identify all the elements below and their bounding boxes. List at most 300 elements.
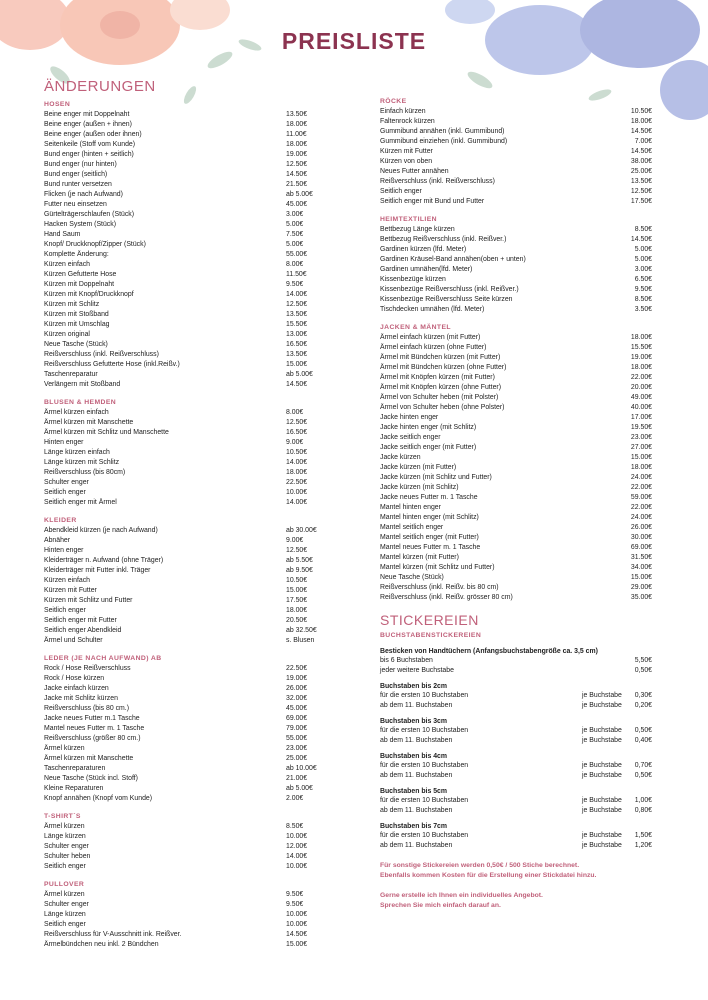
item-name: Länge kürzen xyxy=(44,833,86,840)
item-name: Länge kürzen xyxy=(44,911,86,918)
item-name: Neue Tasche (Stück) xyxy=(380,574,444,581)
stick-row xyxy=(380,701,652,711)
price-row xyxy=(380,177,652,187)
stick-row-price: 1,50€ xyxy=(634,832,652,839)
item-name: Kürzen mit Doppelnaht xyxy=(44,281,115,288)
item-price: 8.50€ xyxy=(634,226,652,233)
price-row xyxy=(44,734,334,744)
item-price: 17.50€ xyxy=(286,597,308,604)
item-price: 3.00€ xyxy=(634,266,652,273)
stick-row-unit: je Buchstabe xyxy=(582,842,622,849)
item-price: 18.00€ xyxy=(630,364,652,371)
price-row xyxy=(380,563,652,573)
price-row xyxy=(44,120,334,130)
item-price: 14.00€ xyxy=(286,499,308,506)
stick-row-label: ab dem 11. Buchstaben xyxy=(380,772,453,779)
stick-row xyxy=(380,666,652,676)
price-row xyxy=(44,170,334,180)
stick-row-unit: je Buchstabe xyxy=(582,702,622,709)
item-price: 12.50€ xyxy=(286,161,308,168)
price-row xyxy=(44,300,334,310)
item-name: Kürzen mit Schlitz und Futter xyxy=(44,597,133,604)
item-price: 3.00€ xyxy=(286,211,304,218)
price-row xyxy=(44,774,334,784)
item-price: 24.00€ xyxy=(630,514,652,521)
stick-row-label: ab dem 11. Buchstaben xyxy=(380,842,453,849)
item-name: Reißverschluss (inkl. Reißverschluss) xyxy=(44,351,159,358)
price-section xyxy=(44,813,334,872)
item-name: Kürzen mit Knopf/Druckknopf xyxy=(44,291,134,298)
note-line: Ebenfalls kommen Kosten für die Erstellung einer Stickdatei hinzu. xyxy=(380,872,597,879)
item-name: Ärmelbündchen neu inkl. 2 Bündchen xyxy=(44,941,159,948)
item-name: Kürzen mit Stoßband xyxy=(44,311,109,318)
price-row xyxy=(44,498,334,508)
item-name: Kürzen mit Futter xyxy=(380,148,433,155)
stick-note xyxy=(380,861,652,881)
aenderungen-sections xyxy=(44,101,334,950)
item-price: 12.00€ xyxy=(286,843,308,850)
item-price: 23.00€ xyxy=(630,434,652,441)
stick-row-unit: je Buchstabe xyxy=(582,772,622,779)
stick-row-unit: je Buchstabe xyxy=(582,807,622,814)
stick-row xyxy=(380,736,652,746)
item-price: 49.00€ xyxy=(630,394,652,401)
item-price: 10.50€ xyxy=(286,449,308,456)
item-name: Ärmel mit Bündchen kürzen (mit Futter) xyxy=(380,354,501,361)
price-row xyxy=(380,245,652,255)
price-row xyxy=(380,107,652,117)
price-row xyxy=(44,586,334,596)
stick-row-unit: je Buchstabe xyxy=(582,832,622,839)
item-price: 19.00€ xyxy=(286,675,308,682)
item-price: 19.00€ xyxy=(286,151,308,158)
item-name: Mantel kürzen (mit Futter) xyxy=(380,554,459,561)
price-row xyxy=(44,380,334,390)
price-row xyxy=(380,275,652,285)
item-price: 9.50€ xyxy=(286,281,304,288)
stick-row-unit: je Buchstabe xyxy=(582,727,622,734)
price-section xyxy=(44,399,334,508)
stick-row-label: jeder weitere Buchstabe xyxy=(380,667,454,674)
item-price: 40.00€ xyxy=(630,404,652,411)
price-row xyxy=(44,270,334,280)
item-price: 24.00€ xyxy=(630,474,652,481)
item-name: Kürzen einfach xyxy=(44,577,90,584)
price-row xyxy=(44,596,334,606)
item-name: Neues Futter annähen xyxy=(380,168,449,175)
item-price: 22.00€ xyxy=(630,484,652,491)
left-column xyxy=(44,78,334,959)
price-row xyxy=(44,240,334,250)
price-row xyxy=(380,157,652,167)
item-name: Reißverschluss (bis 80cm) xyxy=(44,469,126,476)
price-row xyxy=(44,744,334,754)
stick-row xyxy=(380,691,652,701)
price-row xyxy=(380,393,652,403)
item-name: Reißverschluss für V-Ausschnitt ink. Reißver. xyxy=(44,931,182,938)
price-row xyxy=(44,900,334,910)
item-name: Jacke seitlich enger xyxy=(380,434,441,441)
price-row xyxy=(380,453,652,463)
item-name: Mantel hinten enger (mit Schlitz) xyxy=(380,514,479,521)
item-name: Kissenbezüge Reißverschluss Seite kürzen xyxy=(380,296,513,303)
price-row xyxy=(44,852,334,862)
stick-row-label: für die ersten 10 Buchstaben xyxy=(380,797,469,804)
item-name: Faltenrock kürzen xyxy=(380,118,435,125)
stick-row-label: für die ersten 10 Buchstaben xyxy=(380,692,469,699)
item-price: ab 9.50€ xyxy=(286,567,313,574)
item-price: 22.50€ xyxy=(286,479,308,486)
price-row xyxy=(380,443,652,453)
item-name: Schulter enger xyxy=(44,901,89,908)
price-row xyxy=(44,842,334,852)
stick-block-title: Buchstaben bis 5cm xyxy=(380,788,448,795)
item-price: 35.00€ xyxy=(630,594,652,601)
item-price: 10.00€ xyxy=(286,489,308,496)
price-row xyxy=(44,110,334,120)
price-row xyxy=(380,353,652,363)
item-name: Knopf/ Druckknopf/Zipper (Stück) xyxy=(44,241,146,248)
item-name: Komplette Änderung: xyxy=(44,251,109,258)
price-row xyxy=(380,295,652,305)
item-name: Bund runter versetzen xyxy=(44,181,112,188)
item-name: Taschenreparatur xyxy=(44,371,98,378)
price-row xyxy=(380,423,652,433)
price-row xyxy=(44,370,334,380)
item-price: 15.00€ xyxy=(286,941,308,948)
price-row xyxy=(44,704,334,714)
note-line: Für sonstige Stickereien werden 0,50€ / 500 Stiche berechnet. xyxy=(380,862,580,869)
item-name: Tischdecken umnähen (lfd. Meter) xyxy=(380,306,485,313)
price-row xyxy=(380,187,652,197)
item-name: Reißverschluss (inkl. Reißverschluss) xyxy=(380,178,495,185)
item-name: Jacke kürzen (mit Futter) xyxy=(380,464,457,471)
item-name: Seitlich enger xyxy=(44,863,86,870)
item-price: 20.50€ xyxy=(286,617,308,624)
stickereien-heading: STICKEREIEN xyxy=(380,612,479,628)
item-name: Ärmel mit Knöpfen kürzen (mit Futter) xyxy=(380,374,495,381)
item-name: Ärmel kürzen einfach xyxy=(44,409,109,416)
stick-row xyxy=(380,771,652,781)
item-name: Ärmel kürzen xyxy=(44,745,85,752)
price-row xyxy=(380,117,652,127)
price-row xyxy=(44,180,334,190)
item-price: 16.50€ xyxy=(286,429,308,436)
item-price: 27.00€ xyxy=(630,444,652,451)
item-price: 13.50€ xyxy=(630,178,652,185)
price-row xyxy=(44,408,334,418)
item-name: Ärmel kürzen xyxy=(44,891,85,898)
item-name: Seitenkeile (Stoff vom Kunde) xyxy=(44,141,136,148)
item-name: Kürzen einfach xyxy=(44,261,90,268)
price-row xyxy=(44,626,334,636)
price-row xyxy=(380,137,652,147)
section-title: JACKEN & MÄNTEL xyxy=(380,324,451,331)
item-name: Jacke mit Schlitz kürzen xyxy=(44,695,118,702)
item-price: 13.50€ xyxy=(286,111,308,118)
item-price: 18.00€ xyxy=(286,121,308,128)
price-row xyxy=(44,140,334,150)
price-row xyxy=(44,556,334,566)
item-name: Mantel seitlich enger (mit Futter) xyxy=(380,534,479,541)
price-section xyxy=(44,101,334,390)
price-row xyxy=(44,150,334,160)
item-name: Seitlich enger mit Ärmel xyxy=(44,499,117,506)
item-price: 15.00€ xyxy=(630,574,652,581)
stick-block-title: Buchstaben bis 7cm xyxy=(380,823,448,830)
price-row xyxy=(44,832,334,842)
item-price: 10.50€ xyxy=(630,108,652,115)
item-name: Kürzen Gefutterte Hose xyxy=(44,271,117,278)
item-price: ab 32.50€ xyxy=(286,627,317,634)
price-row xyxy=(380,147,652,157)
item-name: Beine enger (außen oder ihnen) xyxy=(44,131,142,138)
item-name: Futter neu einsetzen xyxy=(44,201,107,208)
price-row xyxy=(380,255,652,265)
price-row xyxy=(44,606,334,616)
item-price: 14.50€ xyxy=(630,148,652,155)
stickereien-blocks xyxy=(380,648,652,851)
price-row xyxy=(44,310,334,320)
section-title: BLUSEN & HEMDEN xyxy=(44,399,117,406)
item-price: 8.00€ xyxy=(286,261,304,268)
item-price: 18.00€ xyxy=(286,141,308,148)
price-row xyxy=(380,333,652,343)
item-price: 45.00€ xyxy=(286,705,308,712)
item-name: Ärmel kürzen mit Manschette xyxy=(44,419,134,426)
stick-row-price: 0,50€ xyxy=(634,667,652,674)
item-price: 69.00€ xyxy=(630,544,652,551)
item-name: Jacke kürzen (mit Schlitz und Futter) xyxy=(380,474,492,481)
item-price: s. Blusen xyxy=(286,637,315,644)
stick-row-unit: je Buchstabe xyxy=(582,737,622,744)
right-sections xyxy=(380,98,652,603)
item-name: Gummibund einziehen (inkl. Gummibund) xyxy=(380,138,508,145)
item-name: Seitlich enger Abendkleid xyxy=(44,627,122,634)
item-price: 22.50€ xyxy=(286,665,308,672)
item-price: 25.00€ xyxy=(630,168,652,175)
item-price: 21.00€ xyxy=(286,775,308,782)
item-price: ab 30.00€ xyxy=(286,527,317,534)
price-row xyxy=(44,330,334,340)
item-price: 55.00€ xyxy=(286,251,308,258)
item-price: 12.50€ xyxy=(286,547,308,554)
price-row xyxy=(44,862,334,872)
price-row xyxy=(44,636,334,646)
item-name: Ärmel kürzen mit Schlitz und Manschette xyxy=(44,429,169,436)
stick-row-label: für die ersten 10 Buchstaben xyxy=(380,832,469,839)
item-name: Hacken System (Stück) xyxy=(44,221,116,228)
stick-row-price: 0,20€ xyxy=(634,702,652,709)
item-name: Bettbezug Länge kürzen xyxy=(380,226,455,233)
item-price: 15.50€ xyxy=(630,344,652,351)
item-name: Hinten enger xyxy=(44,439,84,446)
item-name: Kürzen mit Schlitz xyxy=(44,301,100,308)
price-row xyxy=(380,503,652,513)
price-row xyxy=(380,463,652,473)
item-name: Ärmel einfach kürzen (ohne Futter) xyxy=(380,344,487,351)
stick-row-price: 0,40€ xyxy=(634,737,652,744)
item-price: 8.50€ xyxy=(286,823,304,830)
item-price: 18.00€ xyxy=(286,607,308,614)
price-row xyxy=(380,513,652,523)
item-name: Knopf annähen (Knopf vom Kunde) xyxy=(44,795,153,802)
item-name: Reißverschluss (größer 80 cm.) xyxy=(44,735,141,742)
item-price: 13.00€ xyxy=(286,331,308,338)
item-price: 8.00€ xyxy=(286,409,304,416)
section-title: LEDER (JE NACH AUFWAND) AB xyxy=(44,655,162,662)
item-price: 5.00€ xyxy=(286,221,304,228)
item-price: ab 5.00€ xyxy=(286,785,313,792)
price-row xyxy=(380,593,652,603)
item-price: 14.50€ xyxy=(286,171,308,178)
stick-row-unit: je Buchstabe xyxy=(582,692,622,699)
item-name: Länge kürzen einfach xyxy=(44,449,110,456)
price-row xyxy=(44,566,334,576)
item-price: 38.00€ xyxy=(630,158,652,165)
price-row xyxy=(380,305,652,315)
item-price: 14.50€ xyxy=(630,236,652,243)
item-name: Jacke kürzen xyxy=(380,454,421,461)
price-row xyxy=(44,280,334,290)
price-row xyxy=(44,220,334,230)
price-row xyxy=(44,260,334,270)
item-price: 18.00€ xyxy=(630,334,652,341)
section-title: HOSEN xyxy=(44,101,71,108)
price-row xyxy=(44,694,334,704)
stick-note xyxy=(380,891,652,911)
item-name: Seitlich enger xyxy=(44,607,86,614)
item-name: Jacke seitlich enger (mit Futter) xyxy=(380,444,477,451)
stick-row-label: bis 6 Buchstaben xyxy=(380,657,433,664)
note-line: Sprechen Sie mich einfach darauf an. xyxy=(380,902,501,909)
item-price: 11.00€ xyxy=(286,131,307,138)
stick-row-unit xyxy=(582,666,624,676)
price-row xyxy=(44,320,334,330)
price-row xyxy=(44,210,334,220)
price-row xyxy=(44,458,334,468)
item-price: 10.00€ xyxy=(286,863,308,870)
item-name: Einfach kürzen xyxy=(380,108,426,115)
item-price: 10.00€ xyxy=(286,833,308,840)
price-row xyxy=(380,235,652,245)
item-price: 5.00€ xyxy=(634,256,652,263)
item-price: 69.00€ xyxy=(286,715,308,722)
price-row xyxy=(44,350,334,360)
item-name: Neue Tasche (Stück incl. Stoff) xyxy=(44,775,138,782)
price-row xyxy=(380,285,652,295)
item-price: 2.00€ xyxy=(286,795,304,802)
item-price: 16.50€ xyxy=(286,341,308,348)
item-price: 26.00€ xyxy=(286,685,308,692)
item-name: Ärmel kürzen mit Manschette xyxy=(44,755,134,762)
item-price: 29.00€ xyxy=(630,584,652,591)
aenderungen-heading: ÄNDERUNGEN xyxy=(44,78,156,95)
price-row xyxy=(44,448,334,458)
item-price: 14.00€ xyxy=(286,291,308,298)
price-row xyxy=(44,930,334,940)
price-section xyxy=(44,881,334,950)
item-price: 9.50€ xyxy=(286,901,304,908)
stick-block-title: Buchstaben bis 3cm xyxy=(380,718,448,725)
item-price: 45.00€ xyxy=(286,201,308,208)
item-name: Gardinen kürzen (lfd. Meter) xyxy=(380,246,467,253)
price-row xyxy=(380,483,652,493)
price-row xyxy=(380,493,652,503)
price-row xyxy=(380,167,652,177)
price-row xyxy=(44,360,334,370)
price-row xyxy=(44,478,334,488)
price-row xyxy=(380,363,652,373)
price-row xyxy=(380,583,652,593)
price-row xyxy=(380,413,652,423)
stick-row xyxy=(380,656,652,666)
price-row xyxy=(44,920,334,930)
item-price: ab 5.00€ xyxy=(286,191,313,198)
item-price: 11.50€ xyxy=(286,271,307,278)
item-price: 10.50€ xyxy=(286,577,308,584)
price-section xyxy=(380,98,652,207)
price-row xyxy=(380,127,652,137)
price-section xyxy=(380,324,652,603)
price-row xyxy=(380,473,652,483)
section-title: T-SHIRT´S xyxy=(44,813,81,820)
price-section xyxy=(44,517,334,646)
item-price: 22.00€ xyxy=(630,504,652,511)
page-title: PREISLISTE xyxy=(281,28,427,54)
price-row xyxy=(44,190,334,200)
item-name: Kürzen von oben xyxy=(380,158,433,165)
item-name: Mantel seitlich enger xyxy=(380,524,444,531)
stick-row-unit: je Buchstabe xyxy=(582,797,622,804)
item-price: 34.00€ xyxy=(630,564,652,571)
price-row xyxy=(380,573,652,583)
price-row xyxy=(44,822,334,832)
price-row xyxy=(44,340,334,350)
right-column xyxy=(380,98,652,911)
item-name: Kissenbezüge Reißverschluss (inkl. Reißver.) xyxy=(380,286,519,293)
stick-row-price: 0,80€ xyxy=(634,807,652,814)
item-name: Gardinen umnähen(lfd. Meter) xyxy=(380,266,473,273)
item-name: Mantel hinten enger xyxy=(380,504,441,511)
item-name: Reißverschluss (inkl. Reißv. grösser 80 cm) xyxy=(380,594,513,601)
item-price: 9.50€ xyxy=(286,891,304,898)
item-price: 19.50€ xyxy=(630,424,652,431)
item-name: Mantel kürzen (mit Schlitz und Futter) xyxy=(380,564,495,571)
item-name: Länge kürzen mit Schlitz xyxy=(44,459,120,466)
item-name: Jacke neues Futter m.1 Tasche xyxy=(44,715,140,722)
price-row xyxy=(44,664,334,674)
item-name: Bund enger (hinten + seitlich) xyxy=(44,151,134,158)
item-name: Bund enger (nur hinten) xyxy=(44,161,117,168)
item-price: 13.50€ xyxy=(286,311,308,318)
item-price: 3.50€ xyxy=(634,306,652,313)
stick-row xyxy=(380,796,652,806)
item-name: Mantel neues Futter m. 1 Tasche xyxy=(380,544,481,551)
item-price: 32.00€ xyxy=(286,695,308,702)
price-row xyxy=(44,674,334,684)
item-name: Verlängern mit Stoßband xyxy=(44,381,121,388)
item-name: Jacke hinten enger xyxy=(380,414,439,421)
price-section xyxy=(44,655,334,804)
stick-row xyxy=(380,726,652,736)
price-row xyxy=(380,383,652,393)
price-row xyxy=(44,616,334,626)
stick-row-label: ab dem 11. Buchstaben xyxy=(380,807,453,814)
price-row xyxy=(380,533,652,543)
item-name: Flicken (je nach Aufwand) xyxy=(44,191,123,198)
item-name: Ärmel und Schulter xyxy=(44,637,103,644)
